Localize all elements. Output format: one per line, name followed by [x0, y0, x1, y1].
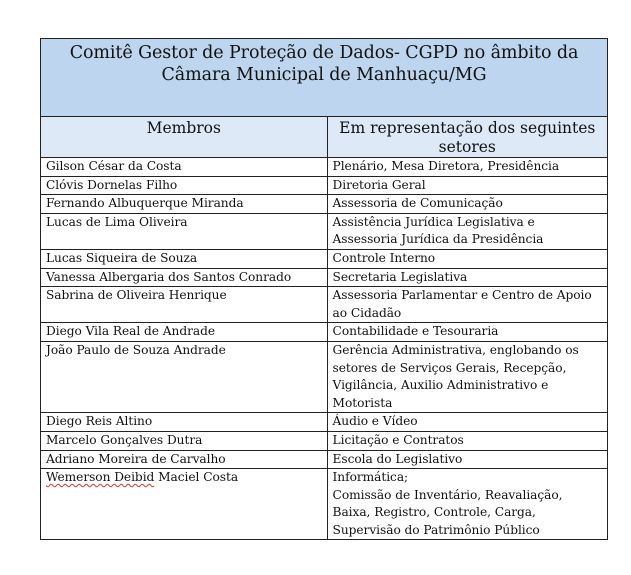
table-row: [41, 431, 608, 450]
member-sector: Secretaria Legislativa: [327, 268, 607, 287]
member-name: Fernando Albuquerque Miranda: [41, 195, 328, 214]
misspelled-name-part: Wemerson Deibid: [46, 470, 155, 485]
table-row: [41, 213, 608, 249]
table-title: Comitê Gestor de Proteção de Dados- CGPD no âmbito da Câmara Municipal de Manhuaçu/MG: [41, 39, 608, 117]
name-part: Maciel Costa: [158, 470, 239, 485]
header-members: Membros: [41, 117, 328, 158]
committee-table: [40, 38, 608, 540]
table-row: [41, 323, 608, 342]
member-name: João Paulo de Souza Andrade: [41, 341, 328, 412]
table-row: [41, 176, 608, 195]
table-row: [41, 450, 608, 469]
member-name: Lucas Siqueira de Souza: [41, 249, 328, 268]
member-name: Diego Vila Real de Andrade: [41, 323, 328, 342]
member-sector: Diretoria Geral: [327, 176, 607, 195]
member-name: Adriano Moreira de Carvalho: [41, 450, 328, 469]
table-row: [41, 195, 608, 214]
table-row: [41, 287, 608, 323]
member-sector: Contabilidade e Tesouraria: [327, 323, 607, 342]
member-sector: Assistência Jurídica Legislativa e Assessoria Jurídica da Presidência: [327, 213, 607, 249]
member-name: Sabrina de Oliveira Henrique: [41, 287, 328, 323]
member-sector: Controle Interno: [327, 249, 607, 268]
title-row: [41, 39, 608, 117]
member-sector: Gerência Administrativa, englobando os setores de Serviços Gerais, Recepção, Vigilância, Auxilio Administrativo e Motorista: [327, 341, 607, 412]
member-sector: Escola do Legislativo: [327, 450, 607, 469]
table-row: [41, 268, 608, 287]
table-row: [41, 413, 608, 432]
header-sectors: Em representação dos seguintes setores: [327, 117, 607, 158]
member-name: [41, 469, 328, 540]
member-name: Vanessa Albergaria dos Santos Conrado: [41, 268, 328, 287]
sector-line: Comissão de Inventário, Reavaliação, Baixa, Registro, Controle, Carga, Supervisão do Patrimônio Público: [332, 487, 563, 537]
sector-line: Informática;: [332, 470, 409, 485]
table-row: [41, 158, 608, 177]
header-row: [41, 117, 608, 158]
member-name: Marcelo Gonçalves Dutra: [41, 431, 328, 450]
member-sector: Plenário, Mesa Diretora, Presidência: [327, 158, 607, 177]
member-name: Lucas de Lima Oliveira: [41, 213, 328, 249]
member-sector: Licitação e Contratos: [327, 431, 607, 450]
table-row: [41, 469, 608, 540]
table-row: [41, 341, 608, 412]
member-sector: Assessoria Parlamentar e Centro de Apoio ao Cidadão: [327, 287, 607, 323]
member-sector: Assessoria de Comunicação: [327, 195, 607, 214]
table-row: [41, 249, 608, 268]
member-name: Clóvis Dornelas Filho: [41, 176, 328, 195]
member-sector: Áudio e Vídeo: [327, 413, 607, 432]
member-sector: [327, 469, 607, 540]
member-name: Diego Reis Altino: [41, 413, 328, 432]
member-name: Gilson César da Costa: [41, 158, 328, 177]
